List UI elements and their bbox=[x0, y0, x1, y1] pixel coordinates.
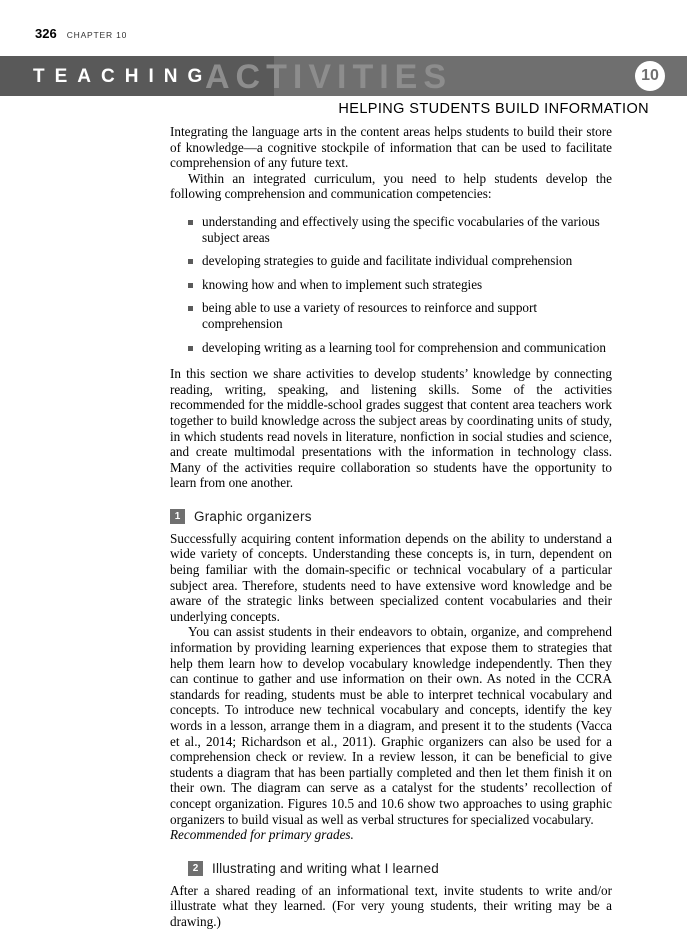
competency-list bbox=[170, 214, 612, 355]
paragraph-competencies-lead: Within an integrated curriculum, you need to help students develop the following comprehension and communication competencies: bbox=[170, 170, 612, 202]
banner-word-teaching: TEACHING bbox=[33, 66, 213, 87]
paragraph-activity1-a: Successfully acquiring content information depends on the ability to understand a wide variety of concepts. Understanding these concepts is, in turn, dependent on being familiar with the domain-specific or technical vocabulary of a particular subject area. Therefore, students need to have extensive word knowledge and be aware of the strategic links between specialized content vocabularies and their underlying concepts. bbox=[170, 530, 612, 624]
activity1-recommendation: Recommended for primary grades. bbox=[170, 827, 354, 843]
banner-chapter-number: 10 bbox=[635, 61, 665, 91]
activity-heading-graphic-organizers bbox=[170, 509, 612, 524]
list-item: understanding and effectively using the specific vocabularies of the various subject areas bbox=[188, 214, 612, 245]
activity-title: Graphic organizers bbox=[194, 508, 312, 524]
paragraph-intro: Integrating the language arts in the content areas helps students to build their store of knowledge—a cognitive stockpile of information that can be used to facilitate comprehension of any future text. bbox=[170, 124, 612, 171]
chapter-banner bbox=[0, 56, 687, 96]
list-item: being able to use a variety of resources to reinforce and support comprehension bbox=[188, 300, 612, 331]
activity-number-badge: 1 bbox=[170, 509, 185, 524]
list-item: knowing how and when to implement such strategies bbox=[188, 277, 612, 293]
list-item: developing writing as a learning tool for comprehension and communication bbox=[188, 340, 612, 356]
section-title: HELPING STUDENTS BUILD INFORMATION bbox=[338, 101, 649, 117]
activity-title: Illustrating and writing what I learned bbox=[212, 860, 439, 876]
paragraph-section-overview: In this section we share activities to develop students’ knowledge by connecting reading, writing, speaking, and listening skills. Some of the activities recommended for the middle-school grades suggest that content area teachers work together to build knowledge across the subject areas by coordinating units of study, in which students read novels in literature, nonfiction in social studies and science, and create multimodal presentations with the information in technology class. Many of the activities require collaboration so students have the opportunity to learn from one another. bbox=[170, 366, 612, 491]
activity-heading-illustrating-writing bbox=[188, 861, 612, 876]
paragraph-activity2-a: After a shared reading of an informational text, invite students to write and/or illustrate what they learned. (For very young students, their writing may be a drawing.) bbox=[170, 882, 612, 929]
running-head bbox=[35, 26, 127, 41]
chapter-label: CHAPTER 10 bbox=[66, 30, 128, 40]
page-number: 326 bbox=[35, 26, 57, 41]
activity-number-badge: 2 bbox=[188, 861, 203, 876]
banner-word-activities: ACTIVITIES bbox=[205, 58, 453, 96]
list-item: developing strategies to guide and facilitate individual comprehension bbox=[188, 253, 612, 269]
paragraph-activity1-b: You can assist students in their endeavors to obtain, organize, and comprehend information by providing learning experiences that expose them to strategies that help them learn how to develop vocabulary knowledge independently. Then they can continue to gather and use information on their own. As noted in the CCRA standards for reading, students must be able to interpret technical vocabulary and concepts. To introduce new technical vocabulary and concepts, identify the key words in a lesson, arrange them in a diagram, and present it to the students (Vacca et al., 2014; Richardson et al., 2011). Graphic organizers can also be used for a comprehension check or review. In a review lesson, it can be beneficial to give students a diagram that has been partially completed and then let them finish it on their own. The diagram can serve as a catalyst for the students’ recollection of concept organization. Figures 10.5 and 10.6 show two approaches to using graphic organizers to build visual as well as verbal structures for specialized vocabulary. bbox=[170, 624, 612, 827]
body-column bbox=[170, 124, 612, 930]
